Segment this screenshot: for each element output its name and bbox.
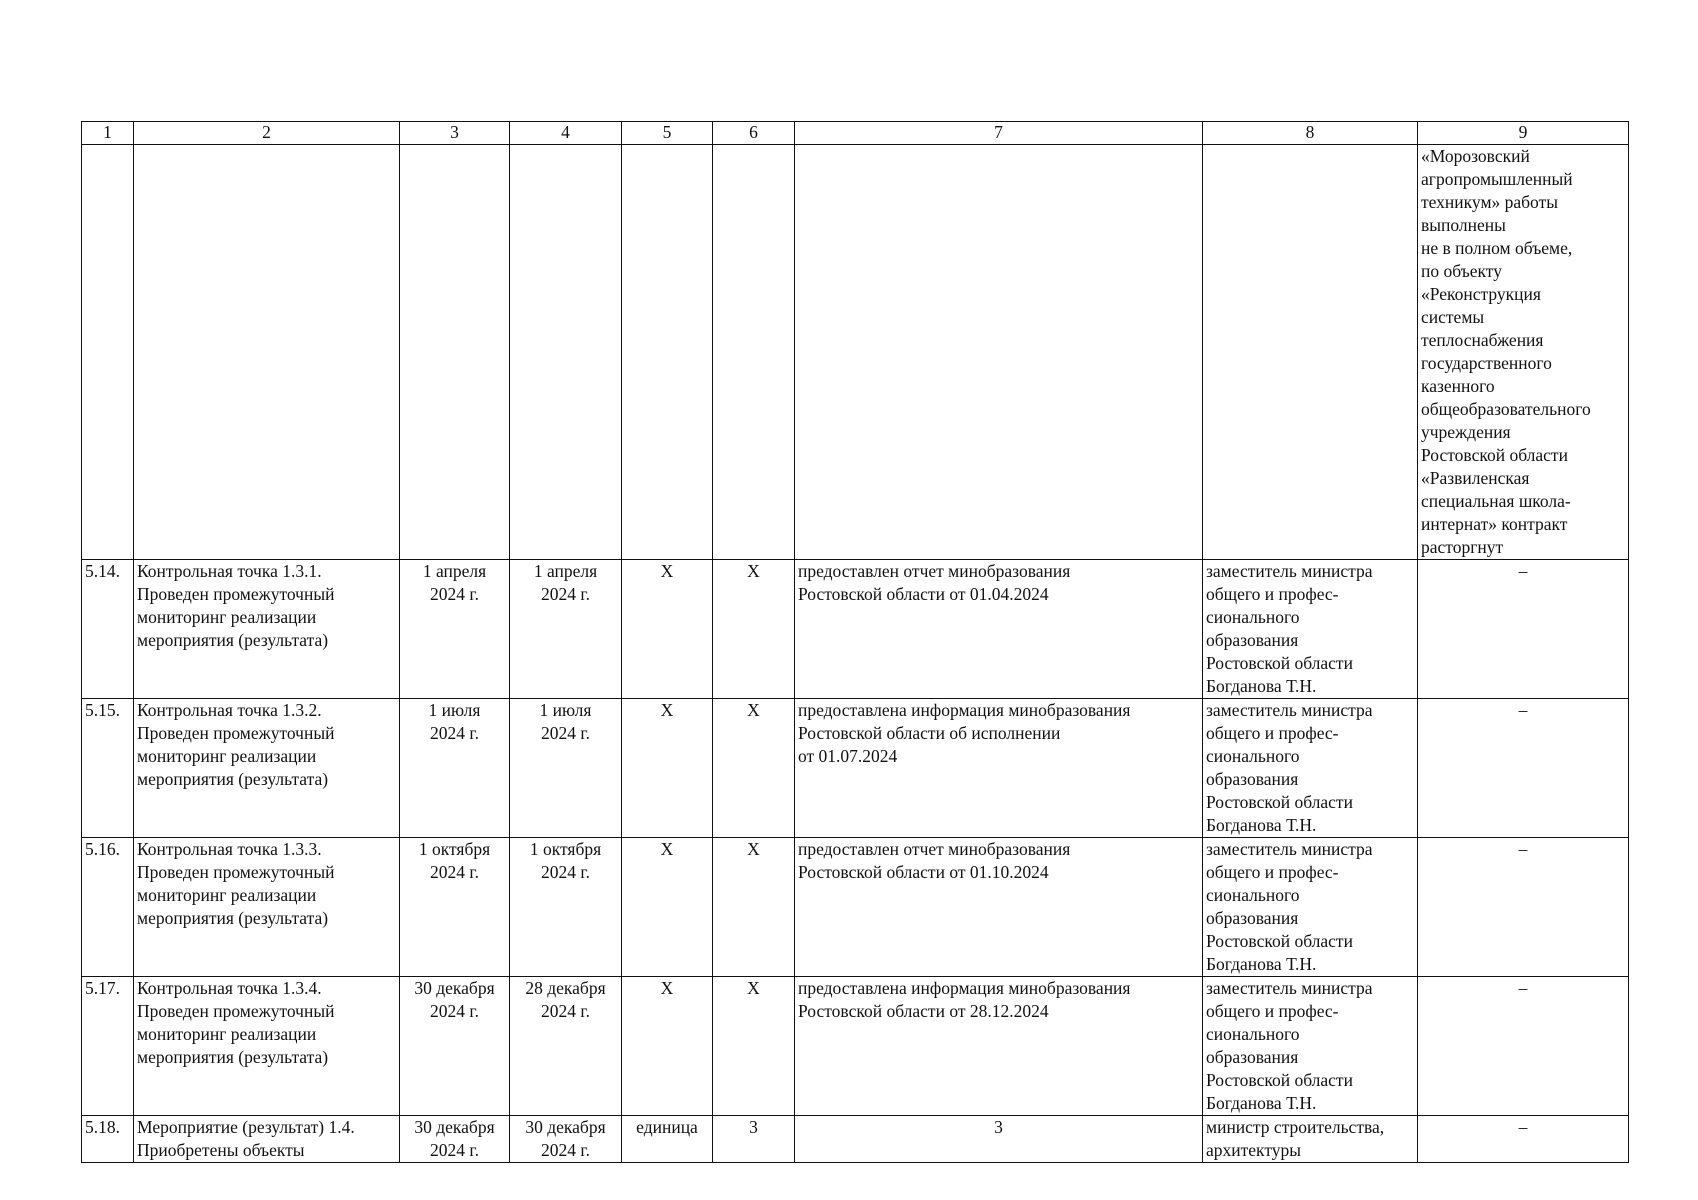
unit-cell: Х [622, 838, 713, 977]
header-cell: 8 [1203, 122, 1418, 145]
value-cell: Х [713, 977, 795, 1116]
note-cell: – [1418, 977, 1629, 1116]
empty-cell [795, 145, 1203, 560]
event-name: Мероприятие (результат) 1.4. Приобретены объекты [134, 1116, 400, 1163]
empty-cell [82, 145, 134, 560]
info-cell: предоставлена информация минобразования Ростовской области об исполнении от 01.07.2024 [795, 699, 1203, 838]
empty-cell [510, 145, 622, 560]
table-row-continuation [82, 145, 1629, 560]
value-cell: Х [713, 838, 795, 977]
event-name: Контрольная точка 1.3.2. Проведен промежуточный мониторинг реализации мероприятия (результата) [134, 699, 400, 838]
empty-cell [622, 145, 713, 560]
header-cell: 4 [510, 122, 622, 145]
plan-date: 30 декабря 2024 г. [400, 977, 510, 1116]
fact-date: 28 декабря 2024 г. [510, 977, 622, 1116]
value-cell: 3 [713, 1116, 795, 1163]
info-cell: 3 [795, 1116, 1203, 1163]
responsible-cell: министр строительства, архитектуры [1203, 1116, 1418, 1163]
empty-cell [400, 145, 510, 560]
fact-date: 1 июля 2024 г. [510, 699, 622, 838]
note-cell: – [1418, 838, 1629, 977]
event-name: Контрольная точка 1.3.1. Проведен промежуточный мониторинг реализации мероприятия (результата) [134, 560, 400, 699]
unit-cell: Х [622, 977, 713, 1116]
table-row [82, 560, 1629, 699]
unit-cell: Х [622, 699, 713, 838]
note-cell: – [1418, 699, 1629, 838]
empty-cell [134, 145, 400, 560]
event-name: Контрольная точка 1.3.4. Проведен промежуточный мониторинг реализации мероприятия (результата) [134, 977, 400, 1116]
responsible-cell: заместитель министра общего и профес- сионального образования Ростовской области Богданова Т.Н. [1203, 977, 1418, 1116]
header-cell: 9 [1418, 122, 1629, 145]
info-cell: предоставлена информация минобразования Ростовской области от 28.12.2024 [795, 977, 1203, 1116]
report-table [81, 121, 1629, 1163]
plan-date: 1 апреля 2024 г. [400, 560, 510, 699]
fact-date: 1 апреля 2024 г. [510, 560, 622, 699]
responsible-cell: заместитель министра общего и профес- сионального образования Ростовской области Богданова Т.Н. [1203, 699, 1418, 838]
header-cell: 1 [82, 122, 134, 145]
value-cell: Х [713, 560, 795, 699]
info-cell: предоставлен отчет минобразования Ростовской области от 01.10.2024 [795, 838, 1203, 977]
header-cell: 7 [795, 122, 1203, 145]
table-row [82, 977, 1629, 1116]
event-name: Контрольная точка 1.3.3. Проведен промежуточный мониторинг реализации мероприятия (результата) [134, 838, 400, 977]
responsible-cell: заместитель министра общего и профес- сионального образования Ростовской области Богданова Т.Н. [1203, 838, 1418, 977]
table-row [82, 1116, 1629, 1163]
info-cell: предоставлен отчет минобразования Ростовской области от 01.04.2024 [795, 560, 1203, 699]
header-cell: 2 [134, 122, 400, 145]
row-number: 5.14. [82, 560, 134, 699]
note-cell: «Морозовский агропромышленный техникум» работы выполнены не в полном объеме, по объекту «Реконструкция системы теплоснабжения государственного казенного общеобразовательного учреждения Ростовской области «Развиленская специальная школа- интернат» контракт расторгнут [1418, 145, 1629, 560]
responsible-cell: заместитель министра общего и профес- сионального образования Ростовской области Богданова Т.Н. [1203, 560, 1418, 699]
empty-cell [1203, 145, 1418, 560]
header-cell: 6 [713, 122, 795, 145]
row-number: 5.16. [82, 838, 134, 977]
header-cell: 3 [400, 122, 510, 145]
note-cell: – [1418, 560, 1629, 699]
row-number: 5.15. [82, 699, 134, 838]
table-row [82, 699, 1629, 838]
plan-date: 1 июля 2024 г. [400, 699, 510, 838]
row-number: 5.18. [82, 1116, 134, 1163]
plan-date: 30 декабря 2024 г. [400, 1116, 510, 1163]
unit-cell: Х [622, 560, 713, 699]
fact-date: 1 октября 2024 г. [510, 838, 622, 977]
empty-cell [713, 145, 795, 560]
unit-cell: единица [622, 1116, 713, 1163]
header-cell: 5 [622, 122, 713, 145]
fact-date: 30 декабря 2024 г. [510, 1116, 622, 1163]
row-number: 5.17. [82, 977, 134, 1116]
plan-date: 1 октября 2024 г. [400, 838, 510, 977]
note-cell: – [1418, 1116, 1629, 1163]
value-cell: Х [713, 699, 795, 838]
header-row [82, 122, 1629, 145]
table-row [82, 838, 1629, 977]
